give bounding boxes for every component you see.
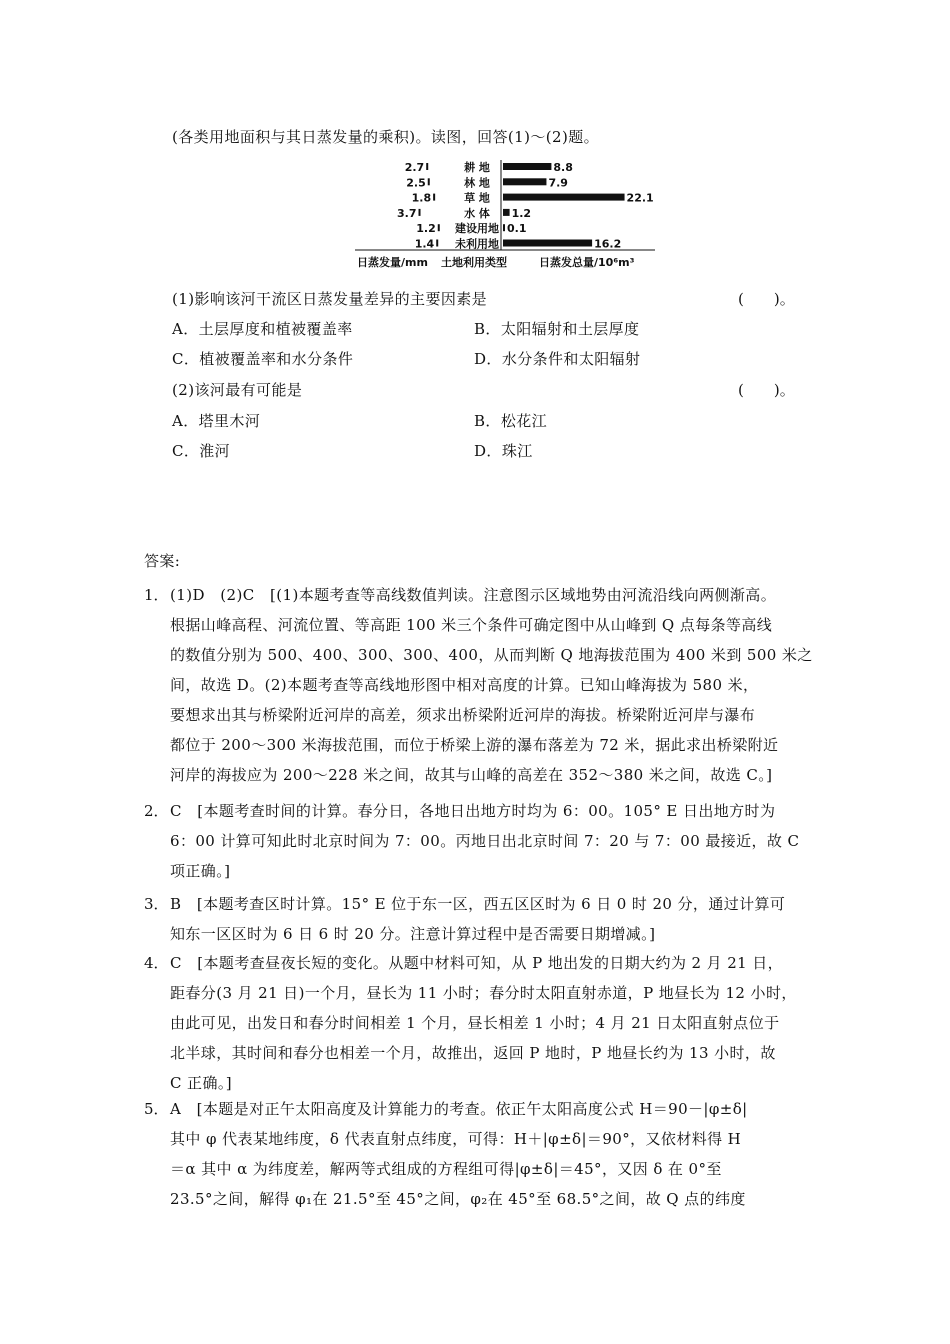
right-value-label-5: 16.2 <box>594 237 622 251</box>
category-label-4: 建设用地 <box>455 222 499 236</box>
left-bar-4 <box>438 224 440 231</box>
left-bar-1 <box>428 178 430 185</box>
xlabel-right: 日蒸发总量/10⁶m³ <box>539 256 635 269</box>
xlabel-center: 土地利用类型 <box>441 256 507 269</box>
left-bar-5 <box>436 240 438 247</box>
left-value-label-1: 2.5 <box>406 176 426 190</box>
q2-option-d[interactable]: D．珠江 <box>474 442 533 460</box>
answer-number: 1． <box>144 586 169 604</box>
answer-line: 由此可见，出发日和春分时间相差 1 个月，昼长相差 1 小时；4 月 21 日太阳直射点位于 <box>170 1014 780 1032</box>
left-value-label-4: 1.2 <box>416 222 436 236</box>
right-bar-2 <box>503 194 625 201</box>
right-value-label-1: 7.9 <box>548 176 568 190</box>
answer-line: 都位于 200～300 米海拔范围，而位于桥梁上游的瀑布落差为 72 米，据此求出桥梁附近 <box>170 736 779 754</box>
q2-option-b[interactable]: B．松花江 <box>474 412 548 430</box>
q1-option-c[interactable]: C．植被覆盖率和水分条件 <box>172 350 354 368</box>
answers-title: 答案: <box>144 552 181 570</box>
answer-line: ＝α 其中 α 为纬度差，解两等式组成的方程组可得|φ±δ|＝45°，又因 δ 在 0°至 <box>170 1160 722 1178</box>
answer-line: 的数值分别为 500、400、300、300、400，从而判断 Q 地海拔范围为 400 米到 500 米之 <box>170 646 813 664</box>
category-label-1: 林 地 <box>464 176 490 190</box>
q1-answer-paren: ( )。 <box>738 290 795 308</box>
answer-line: 河岸的海拔应为 200～228 米之间，故其与山峰的高差在 352～380 米之间，故选 C。] <box>170 766 773 784</box>
answer-line: 距春分(3 月 21 日)一个月，昼长为 11 小时；春分时太阳直射赤道，P 地昼长为 12 小时， <box>170 984 797 1002</box>
category-label-3: 水 体 <box>464 206 490 220</box>
q2-option-c[interactable]: C．淮河 <box>172 442 231 460</box>
right-bar-0 <box>503 163 551 170</box>
q1-option-d[interactable]: D．水分条件和太阳辐射 <box>474 350 641 368</box>
answer-line: (1)D (2)C [(1)本题考查等高线数值判读。注意图示区域地势由河流沿线向两侧渐高。 <box>170 586 777 604</box>
answer-line: 间，故选 D。(2)本题考查等高线地形图中相对高度的计算。已知山峰海拔为 580 米， <box>170 676 759 694</box>
right-value-label-3: 1.2 <box>511 206 532 220</box>
category-label-2: 草 地 <box>464 191 490 205</box>
q2-option-a[interactable]: A．塔里木河 <box>172 412 261 430</box>
category-label-5: 未利用地 <box>455 237 499 251</box>
right-bar-3 <box>503 209 510 216</box>
answer-line: 北半球，其时间和春分也相差一个月，故推出，返回 P 地时，P 地昼长约为 13 小时，故 <box>170 1044 776 1062</box>
q2-answer-paren: ( )。 <box>738 381 795 399</box>
right-value-label-0: 8.8 <box>553 161 573 174</box>
answer-line: A [本题是对正午太阳高度及计算能力的考查。依正午太阳高度公式 H＝90－|φ±δ| <box>170 1100 748 1118</box>
answer-line: 根据山峰高程、河流位置、等高距 100 米三个条件可确定图中从山峰到 Q 点每条等高线 <box>170 616 773 634</box>
q1-stem: (1)影响该河干流区日蒸发量差异的主要因素是 <box>172 290 488 308</box>
left-bar-0 <box>426 163 428 170</box>
intro-text: (各类用地面积与其日蒸发量的乘积)。读图，回答(1)～(2)题。 <box>172 128 600 146</box>
left-value-label-2: 1.8 <box>411 191 432 205</box>
left-value-label-5: 1.4 <box>414 237 435 251</box>
answer-line: C [本题考查时间的计算。春分日，各地日出地方时均为 6：00。105° E 日出地方时为 <box>170 802 776 820</box>
answer-line: 知东一区区时为 6 日 6 时 20 分。注意计算过程中是否需要日期增减。] <box>170 925 656 943</box>
answer-line: B [本题考查区时计算。15° E 位于东一区，西五区区时为 6 日 0 时 20 分，通过计算可 <box>170 895 786 913</box>
answer-number: 2． <box>144 802 169 820</box>
answer-line: 23.5°之间，解得 φ₁在 21.5°至 45°之间，φ₂在 45°至 68.5°之间，故 Q 点的纬度 <box>170 1190 746 1208</box>
right-bar-4 <box>503 224 505 231</box>
left-value-label-0: 2.7 <box>404 161 425 174</box>
answer-line: C 正确。] <box>170 1074 232 1092</box>
q2-stem: (2)该河最有可能是 <box>172 381 303 399</box>
answer-line: C [本题考查昼夜长短的变化。从题中材料可知，从 P 地出发的日期大约为 2 月 21 日， <box>170 954 784 972</box>
answer-number: 5． <box>144 1100 169 1118</box>
right-value-label-2: 22.1 <box>626 191 654 205</box>
answer-line: 6：00 计算可知此时北京时间为 7：00。丙地日出北京时间 7：20 与 7：00 最接近，故 C <box>170 832 800 850</box>
answer-number: 3． <box>144 895 169 913</box>
category-label-0: 耕 地 <box>464 161 490 174</box>
left-bar-2 <box>433 194 435 201</box>
xlabel-left: 日蒸发量/mm <box>357 256 428 269</box>
q1-option-a[interactable]: A．土层厚度和植被覆盖率 <box>172 320 353 338</box>
left-bar-3 <box>419 209 421 216</box>
right-value-label-4: 0.1 <box>507 222 527 236</box>
answer-line: 要想求出其与桥梁附近河岸的高差，须求出桥梁附近河岸的海拔。桥梁附近河岸与瀑布 <box>170 706 756 724</box>
answer-number: 4． <box>144 954 169 972</box>
right-bar-5 <box>503 240 592 247</box>
q1-option-b[interactable]: B．太阳辐射和土层厚度 <box>474 320 640 338</box>
right-bar-1 <box>503 178 546 185</box>
answer-line: 其中 φ 代表某地纬度，δ 代表直射点纬度，可得：H＋|φ±δ|＝90°，又依材料得 H <box>170 1130 742 1148</box>
evaporation-chart <box>355 158 655 276</box>
left-value-label-3: 3.7 <box>397 206 417 220</box>
answer-line: 项正确。] <box>170 862 231 880</box>
